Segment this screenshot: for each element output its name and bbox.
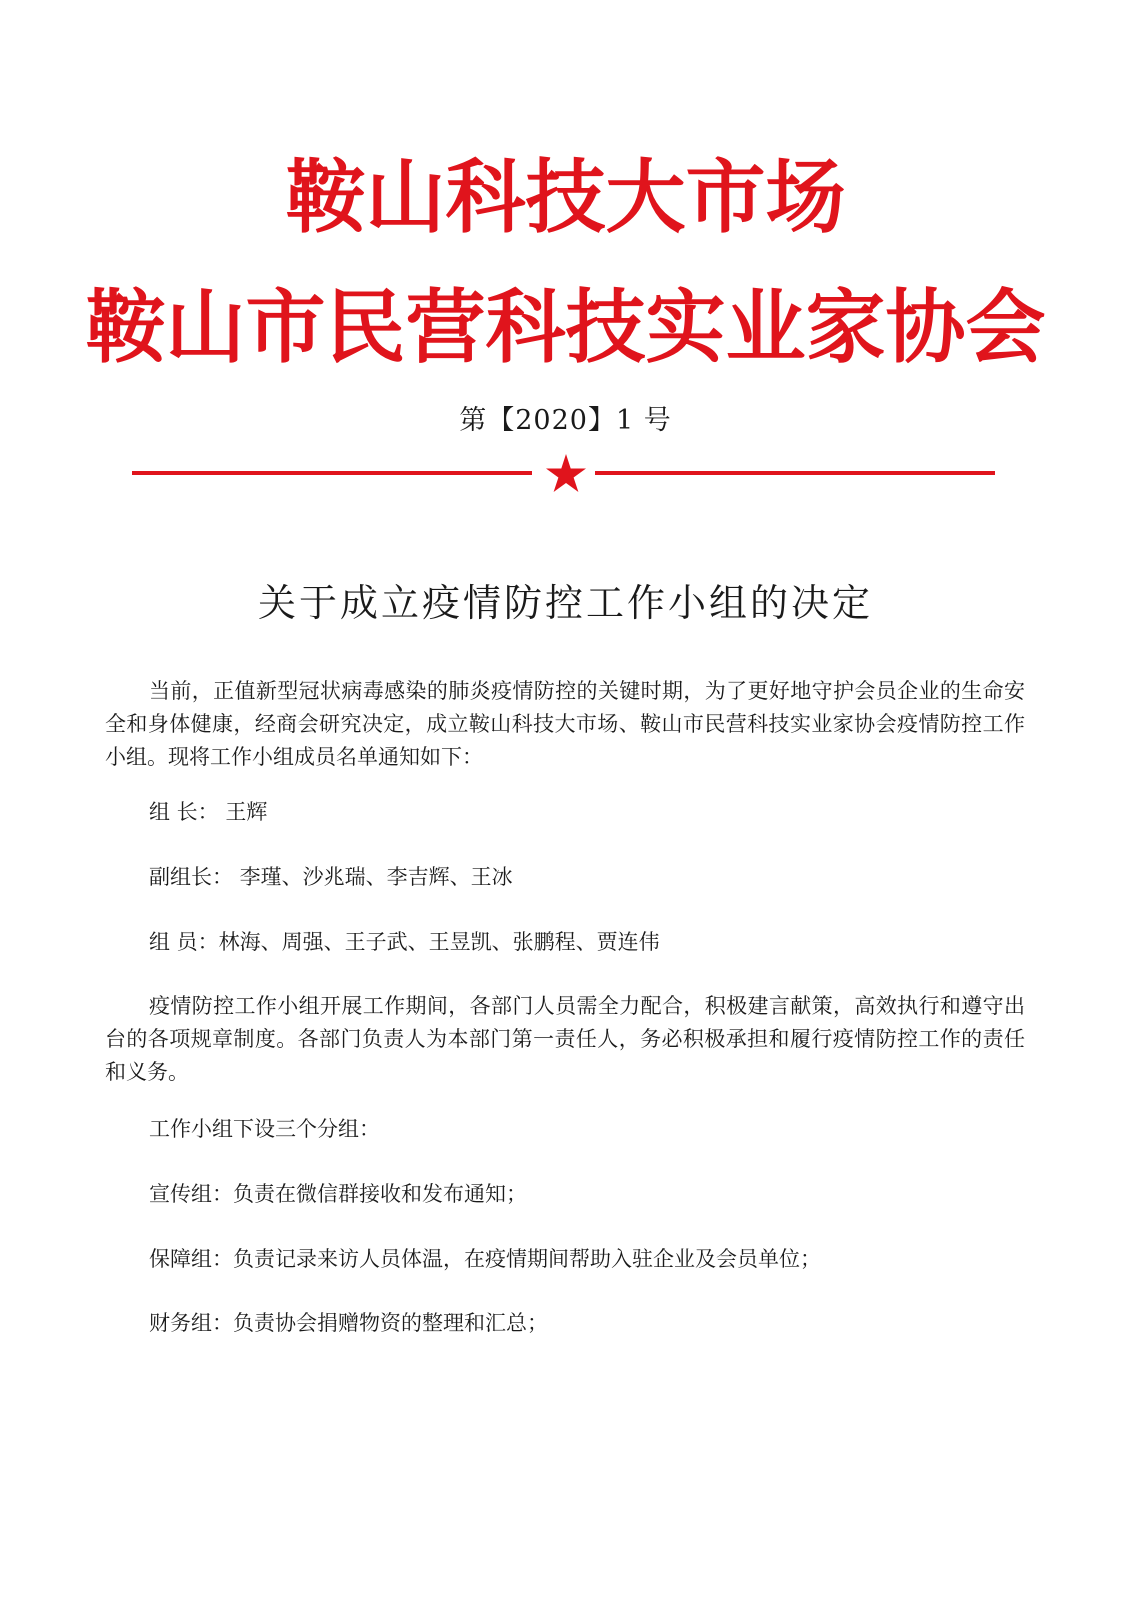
- leader-line: 组 长： 王辉: [149, 800, 268, 824]
- support-group-line: 保障组：负责记录来访人员体温，在疫情期间帮助入驻企业及会员单位；: [149, 1247, 821, 1271]
- publicity-group-line: 宣传组：负责在微信群接收和发布通知；: [149, 1182, 527, 1206]
- members-line: 组 员：林海、周强、王子武、王昱凯、张鹏程、贾连伟: [149, 930, 660, 954]
- organization-name-2: 鞍山市民营科技实业家协会: [85, 281, 1046, 374]
- star-icon: [546, 454, 586, 492]
- duties-paragraph: 疫情防控工作小组开展工作期间，各部门人员需全力配合，积极建言献策，高效执行和遵守出台的各项规章制度。各部门负责人为本部门第一责任人，务必积极承担和履行疫情防控工作的责任和义务。: [105, 994, 1025, 1084]
- document-title: 关于成立疫情防控工作小组的决定: [257, 581, 873, 625]
- intro-paragraph: 当前，正值新型冠状病毒感染的肺炎疫情防控的关键时期，为了更好地守护会员企业的生命安全和身体健康，经商会研究决定，成立鞍山科技大市场、鞍山市民营科技实业家协会疫情防控工作小组。现将工作小组成员名单通知如下：: [105, 679, 1025, 769]
- deputy-leaders-line: 副组长： 李瑾、沙兆瑞、李吉辉、王冰: [149, 865, 513, 889]
- organization-name-1: 鞍山科技大市场: [285, 151, 846, 244]
- red-rule-left: [132, 471, 532, 475]
- red-rule-right: [595, 471, 995, 475]
- finance-group-line: 财务组：负责协会捐赠物资的整理和汇总；: [149, 1311, 548, 1335]
- subgroups-intro-line: 工作小组下设三个分组：: [149, 1117, 380, 1141]
- document-number: 第【2020】1 号: [459, 405, 672, 436]
